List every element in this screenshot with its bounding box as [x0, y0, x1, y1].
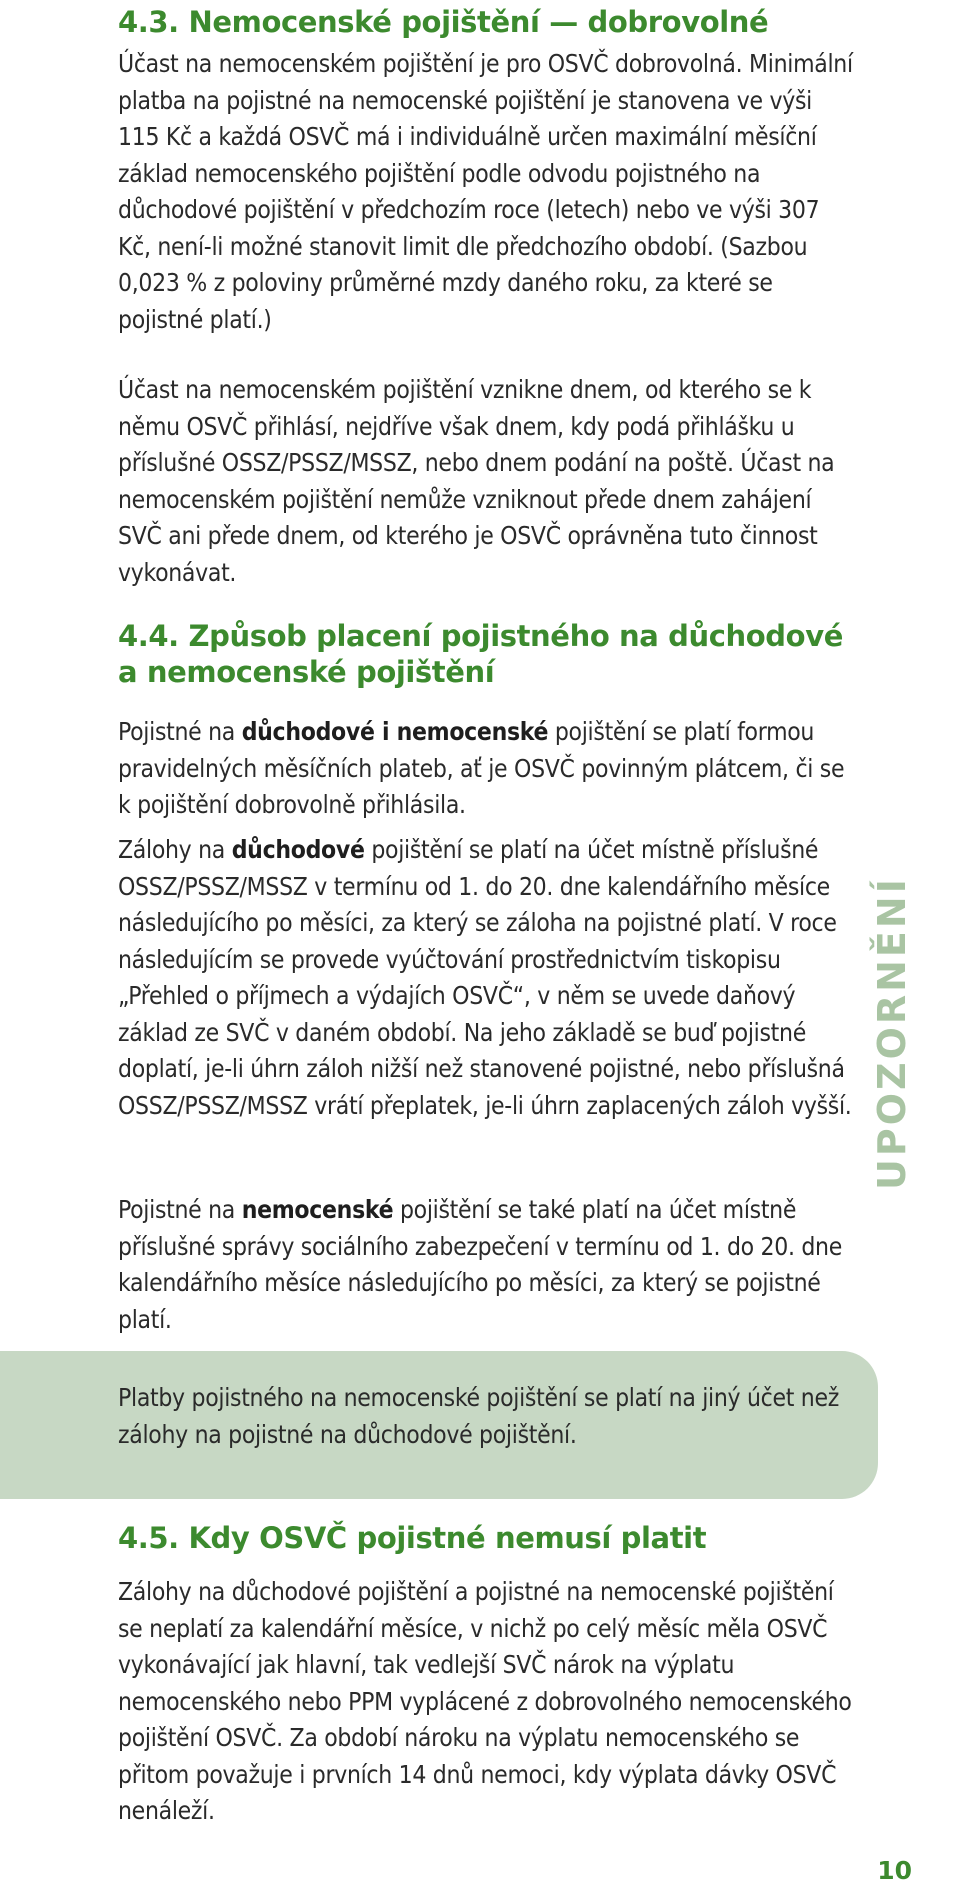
section-heading-4-4-line2: a nemocenské pojištění: [118, 655, 495, 689]
paragraph: Účast na nemocenském pojištění je pro OSVČ dobrovolná. Minimální platba na pojistné na nemocenské pojištění je stanovena ve výši 115 Kč a každá OSVČ má i individuálně určen maximální měsíční základ nemocenského pojištění podle odvodu pojistného na důchodové pojištění v předchozím roce (letech) nebo ve výši 307 Kč, není-li možné stanovit limit dle předchozího období. (Sazbou 0,023 % z poloviny průměrné mzdy daného roku, za které se pojistné platí.): [118, 49, 853, 334]
paragraph: Účast na nemocenském pojištění vznikne dnem, od kterého se k němu OSVČ přihlásí, nejdříve však dnem, kdy podá přihlášku u příslušné OSSZ/PSSZ/MSSZ, nebo dnem podání na poště. Účast na nemocenském pojištění nemůže vzniknout přede dnem zahájení SVČ ani přede dnem, od kterého je OSVČ oprávněna tuto činnost vykonávat.: [118, 375, 835, 587]
paragraph: [118, 714, 858, 824]
paragraph: [118, 832, 858, 1124]
bold-term: nemocenské: [241, 1195, 394, 1224]
warning-side-label: UPOZORNĚNÍ: [870, 876, 914, 1190]
warning-text: Platby pojistného na nemocenské pojištění se platí na jiný účet než zálohy na pojistné na důchodové pojištění.: [118, 1383, 839, 1449]
section-heading-4-5: 4.5. Kdy OSVČ pojistné nemusí platit: [118, 1521, 707, 1555]
bold-term: důchodové i nemocenské: [241, 717, 549, 746]
paragraph: Zálohy na důchodové pojištění a pojistné na nemocenské pojištění se neplatí za kalendářní měsíce, v nichž po celý měsíc měla OSVČ vykonávající jak hlavní, tak vedlejší SVČ nárok na výplatu nemocenského nebo PPM vyplácené z dobrovolného nemocenského pojištění OSVČ. Za období nároku na výplatu nemocenského se přitom považuje i prvních 14 dnů nemoci, kdy výplata dávky OSVČ nenáleží.: [118, 1577, 852, 1825]
section-heading-4-4-line1: 4.4. Způsob placení pojistného na důchodové: [118, 619, 843, 653]
paragraph: [118, 1192, 858, 1338]
page-number: 10: [877, 1856, 912, 1885]
text-run: pojištění se také platí na účet místně příslušné správy sociálního zabezpečení v termínu od 1. do 20. dne kalendářního měsíce následujícího po měsíci, za který se pojistné platí.: [118, 1195, 842, 1334]
text-run: Zálohy na: [118, 835, 232, 864]
bold-term: důchodové: [231, 835, 365, 864]
section-heading-4-3: 4.3. Nemocenské pojištění — dobrovolné: [118, 5, 769, 39]
text-run: pojištění se platí na účet místně příslušné OSSZ/PSSZ/MSSZ v termínu od 1. do 20. dne kalendářního měsíce následujícího po měsíci, za který se záloha na pojistné platí. V roce následujícím se provede vyúčtování prostřednictvím tiskopisu „Přehled o příjmech a výdajích OSVČ“, v něm se uvede daňový základ ze SVČ v daném období. Na jeho základě se buď pojistné doplatí, je-li úhrn záloh nižší než stanovené pojistné, nebo příslušná OSSZ/PSSZ/MSSZ vrátí přeplatek, je-li úhrn zaplacených záloh vyšší.: [118, 835, 852, 1120]
text-run: Pojistné na: [118, 717, 242, 746]
text-run: Pojistné na: [118, 1195, 242, 1224]
text-run: pojištění se platí formou pravidelných měsíčních plateb, ať je OSVČ povinným plátcem, či se k pojištění dobrovolně přihlásila.: [118, 717, 845, 819]
